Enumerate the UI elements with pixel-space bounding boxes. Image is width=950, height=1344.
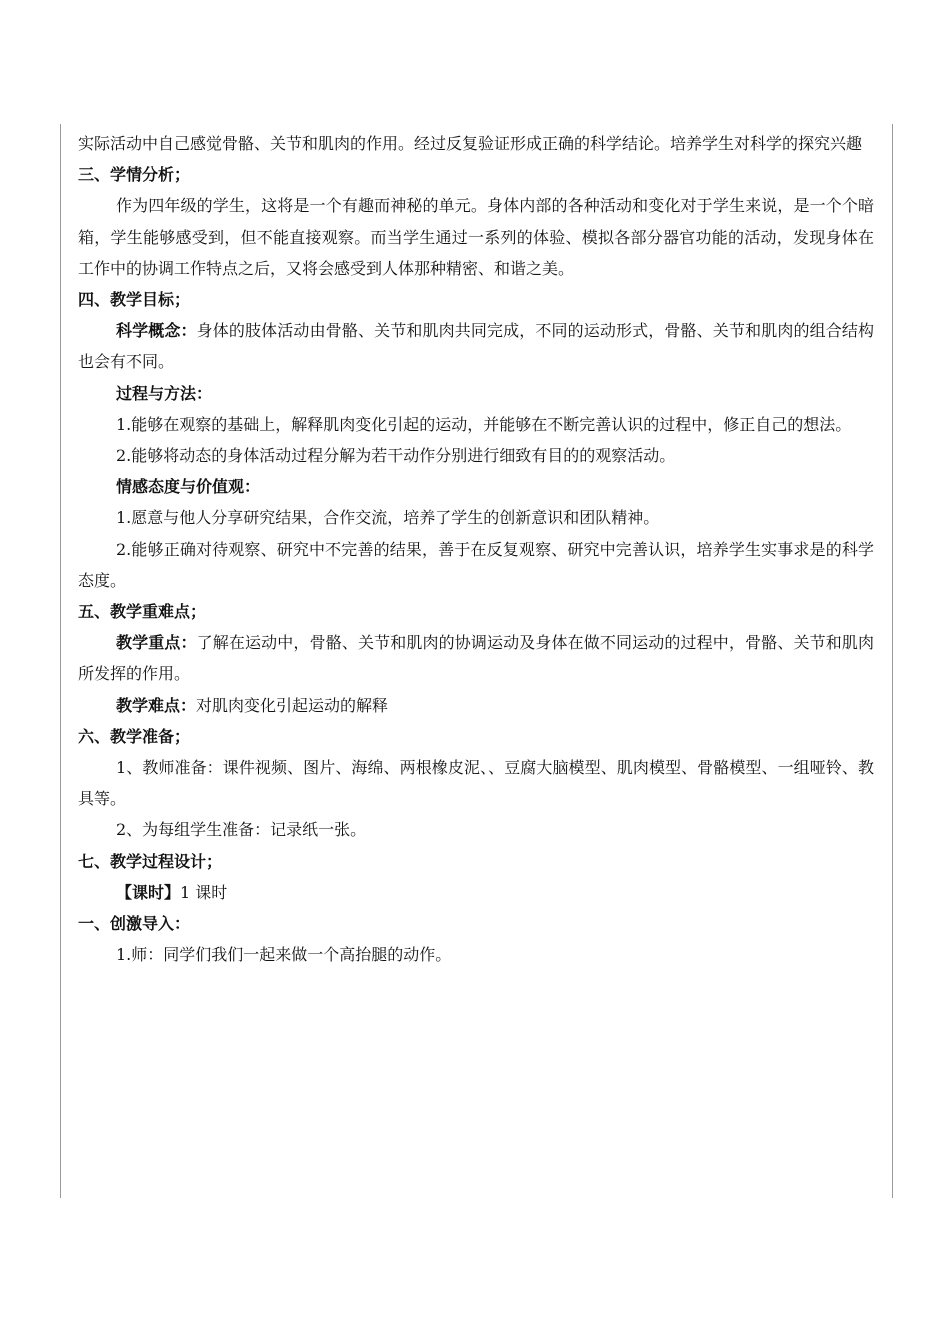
paragraph-activity-conclusion: 实际活动中自己感觉骨骼、关节和肌肉的作用。经过反复验证形成正确的科学结论。培养学生对科学的探究兴趣: [78, 134, 863, 153]
paragraph-process-1: 1.能够在观察的基础上，解释肌肉变化引起的运动，并能够在不断完善认识的过程中，修正自己的想法。: [116, 414, 852, 434]
label-difficult-point: 教学难点：: [116, 695, 197, 715]
text-difficult-point: 对肌肉变化引起运动的解释: [196, 695, 389, 715]
label-key-point: 教学重点：: [116, 633, 197, 653]
paragraph-prep-teacher: 1、教师准备：课件视频、图片、海绵、两根橡皮泥、、豆腐大脑模型、肌肉模型、骨骼模型、一组哑铃、教具等。: [78, 758, 874, 809]
paragraph-emotion-1: 1.愿意与他人分享研究结果，合作交流，培养了学生的创新意识和团队精神。: [116, 508, 660, 528]
paragraph-process-2: 2.能够将动态的身体活动过程分解为若干动作分别进行细致有目的的观察活动。: [116, 446, 676, 466]
heading-introduction: 一、创激导入：: [78, 914, 191, 934]
heading-teaching-process: 七、教学过程设计；: [78, 851, 223, 871]
paragraph-difficult-point: [78, 690, 874, 721]
label-class-period: 【课时】: [116, 882, 181, 902]
subheading-emotion-values: 情感态度与价值观：: [116, 477, 261, 497]
paragraph-intro-1: 1.师：同学们我们一起来做一个高抬腿的动作。: [116, 945, 452, 965]
paragraph-class-period: [78, 877, 874, 908]
text-science-concept: 身体的肢体活动由骨骼、关节和肌肉共同完成，不同的运动形式，骨骼、关节和肌肉的组合结构也会有不同。: [78, 321, 874, 372]
text-key-point: 了解在运动中，骨骼、关节和肌肉的协调运动及身体在做不同运动的过程中，骨骼、关节和肌肉所发挥的作用。: [78, 633, 874, 684]
paragraph-emotion-2: 2.能够正确对待观察、研究中不完善的结果，善于在反复观察、研究中完善认识，培养学生实事求是的科学态度。: [78, 539, 874, 590]
heading-key-difficult-points: 五、教学重难点；: [78, 602, 207, 622]
heading-student-analysis: 三、学情分析；: [78, 165, 191, 185]
subheading-process-method: 过程与方法：: [116, 383, 213, 403]
lesson-plan-content: [78, 128, 874, 970]
heading-teaching-preparation: 六、教学准备；: [78, 726, 191, 746]
paragraph-prep-students: 2、为每组学生准备：记录纸一张。: [116, 820, 367, 840]
label-science-concept: 科学概念：: [116, 321, 197, 341]
heading-teaching-goals: 四、教学目标；: [78, 290, 191, 310]
paragraph-key-point: [78, 627, 874, 689]
paragraph-science-concept: [78, 315, 874, 377]
text-class-period: 1 课时: [180, 882, 228, 902]
paragraph-student-analysis: 作为四年级的学生，这将是一个有趣而神秘的单元。身体内部的各种活动和变化对于学生来说，是一个个暗箱，学生能够感受到，但不能直接观察。而当学生通过一系列的体验、模拟各部分器官功能的活动，发现身体在工作中的协调工作特点之后，又将会感受到人体那种精密、和谐之美。: [78, 196, 874, 278]
